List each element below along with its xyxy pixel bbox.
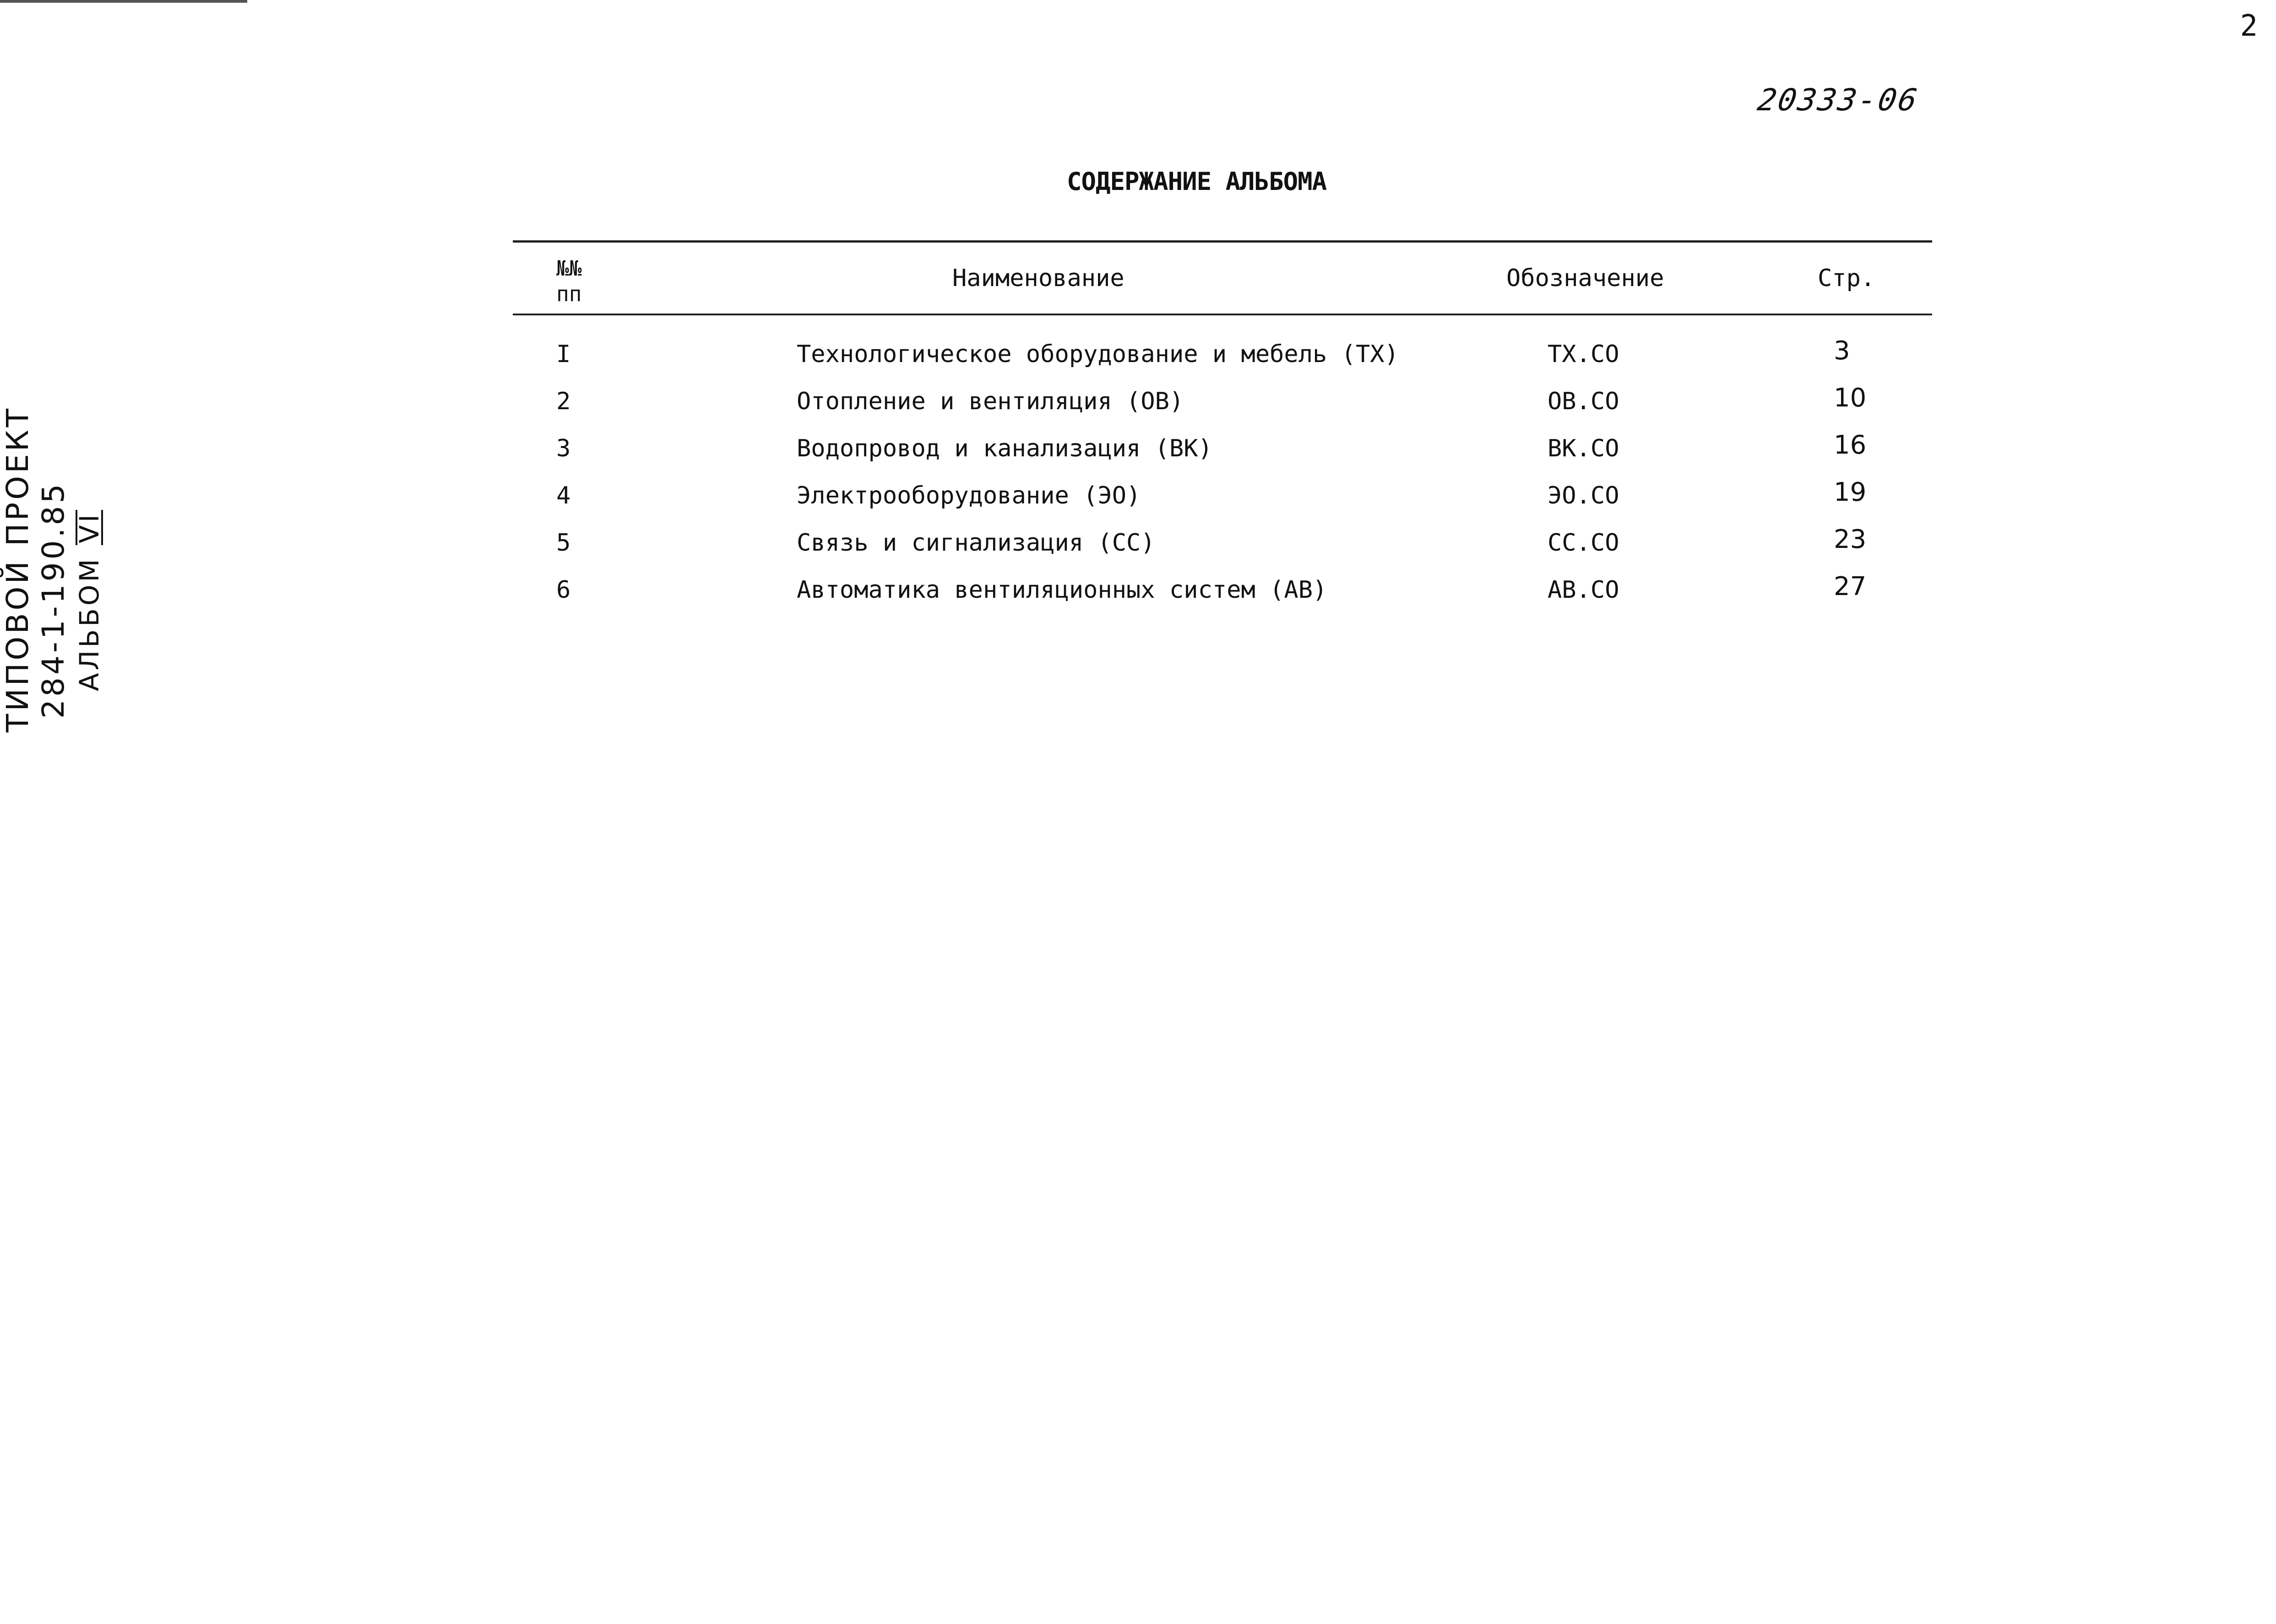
header-name: Наименование: [952, 265, 1124, 292]
scan-edge-mark: [0, 0, 247, 3]
stamp-project-type: ТИПОВОЙ ПРОЕКТ: [0, 406, 35, 732]
stamp-album-roman: VI: [76, 510, 103, 545]
row-designation: АВ.СО: [1548, 576, 1619, 604]
row-name: Электрооборудование (ЭО): [797, 482, 1141, 509]
table-row: [513, 383, 1932, 430]
row-name: Отопление и вентиляция (ОВ): [797, 388, 1184, 415]
row-page: 23: [1834, 525, 1867, 554]
row-designation: ТХ.СО: [1548, 341, 1619, 368]
row-page: 19: [1834, 477, 1867, 507]
row-number: 6: [556, 576, 571, 604]
header-number-line2: пп: [556, 281, 582, 306]
album-contents-title: СОДЕРЖАНИЕ АЛЬБОМА: [1067, 167, 1327, 196]
row-name: Связь и сигнализация (СС): [797, 529, 1155, 557]
document-code: 20333-06: [1755, 82, 1922, 118]
table-body: [513, 315, 1932, 619]
contents-table: [513, 240, 1932, 619]
row-page: 27: [1834, 572, 1867, 601]
side-stamp-text: [0, 406, 107, 732]
side-stamp: [0, 406, 110, 732]
stamp-project-number: 284-1-190.85: [36, 481, 71, 719]
row-page: 16: [1834, 430, 1867, 460]
table-row: [513, 336, 1932, 383]
table-header: [513, 243, 1932, 314]
row-number: 3: [556, 435, 571, 462]
row-name: Технологическое оборудование и мебель (ТХ): [797, 341, 1399, 368]
header-designation: Обозначение: [1506, 265, 1664, 292]
row-number: 5: [556, 529, 571, 557]
row-page: 3: [1834, 336, 1850, 366]
row-designation: СС.СО: [1548, 529, 1619, 557]
row-name: Водопровод и канализация (ВК): [797, 435, 1212, 462]
row-number: 2: [556, 388, 571, 415]
table-row: [513, 430, 1932, 477]
header-number-line1: №№: [556, 256, 582, 281]
stamp-album-label: АЛЬБОМ: [74, 556, 105, 691]
row-number: I: [556, 341, 571, 368]
row-name: Автоматика вентиляционных систем (АВ): [797, 576, 1327, 604]
header-page: Стр.: [1818, 265, 1875, 292]
table-row: [513, 477, 1932, 525]
row-number: 4: [556, 482, 571, 509]
row-designation: ЭО.СО: [1548, 482, 1619, 509]
row-page: 10: [1834, 383, 1867, 413]
stamp-album: [71, 412, 107, 732]
table-row: [513, 525, 1932, 572]
header-number: [556, 255, 581, 307]
row-designation: ВК.СО: [1548, 435, 1619, 462]
page-number: 2: [2240, 9, 2258, 43]
table-row: [513, 572, 1932, 619]
row-designation: ОВ.СО: [1548, 388, 1619, 415]
